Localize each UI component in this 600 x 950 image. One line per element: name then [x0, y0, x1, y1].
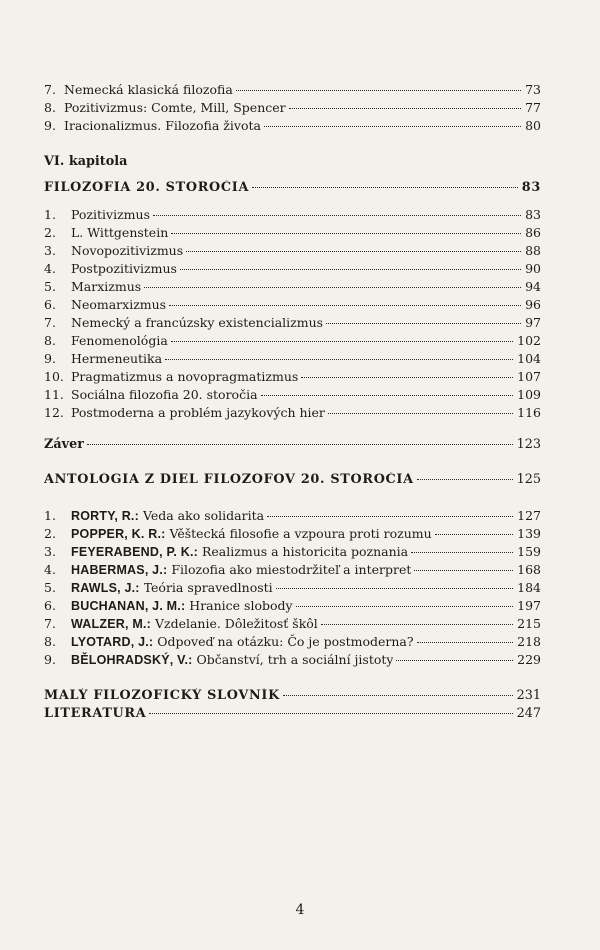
leader-dots: [264, 126, 521, 127]
entry-number: 7.: [44, 315, 56, 330]
toc-entry: [44, 562, 541, 578]
entry-title: Novopozitivizmus: [71, 243, 184, 258]
toc-entry: [44, 118, 541, 134]
toc-entry: [44, 315, 541, 331]
toc-entry: [44, 100, 541, 116]
entry-page: 168: [517, 562, 541, 577]
leader-dots: [252, 187, 518, 188]
entry-title: Hermeneutika: [71, 351, 163, 366]
leader-dots: [301, 377, 513, 378]
entry-number: 3.: [44, 544, 56, 559]
leader-dots: [328, 413, 513, 414]
entry-page: 102: [517, 333, 541, 348]
leader-dots: [296, 606, 514, 607]
leader-dots: [276, 588, 513, 589]
entry-author: RORTY, R.:: [71, 509, 139, 523]
leader-dots: [267, 516, 513, 517]
entry-title: Filozofia ako miestodržiteľ a interpret: [171, 562, 412, 577]
entry-title: Vzdelanie. Dôležitosť škôl: [154, 616, 318, 631]
entry-number: 2.: [44, 225, 56, 240]
entry-title: Realizmus a historicita poznania: [202, 544, 409, 559]
entry-author: POPPER, K. R.:: [71, 527, 166, 541]
entry-number: 8.: [44, 333, 56, 348]
entry-number: 10.: [44, 369, 64, 384]
entry-author: BĚLOHRADSKÝ, V.:: [71, 653, 193, 667]
entry-author: HABERMAS, J.:: [71, 563, 168, 577]
entry-title: L. Wittgenstein: [71, 225, 169, 240]
leader-dots: [144, 287, 521, 288]
leader-dots: [186, 251, 521, 252]
entry-number: 11.: [44, 387, 64, 402]
entry-page: 215: [517, 616, 541, 631]
entry-number: 2.: [44, 526, 56, 541]
entry-title: Postpozitivizmus: [71, 261, 177, 276]
entry-number: 9.: [44, 351, 56, 366]
entry-number: 4.: [44, 261, 56, 276]
section-page: 125: [516, 472, 541, 487]
entry-author: BUCHANAN, J. M.:: [71, 599, 186, 613]
entry-page: 73: [525, 82, 541, 97]
entry-title: Nemecký a francúzsky existencializmus: [71, 315, 324, 330]
leader-dots: [149, 713, 512, 714]
entry-page: 97: [525, 315, 541, 330]
leader-dots: [417, 479, 513, 480]
section-title: LITERATÚRA: [44, 706, 147, 721]
entry-number: 5.: [44, 580, 56, 595]
leader-dots: [169, 305, 521, 306]
toc-entry: [44, 405, 541, 421]
toc-entry: [44, 261, 541, 277]
section-heading: [44, 437, 541, 453]
leader-dots: [153, 215, 521, 216]
toc-entry: [44, 207, 541, 223]
entry-page: 86: [525, 225, 541, 240]
toc-entry: [44, 652, 541, 668]
entry-title: Veda ako solidarita: [142, 508, 265, 523]
toc-entry: [44, 225, 541, 241]
toc-entry: [44, 82, 541, 98]
entry-author: FEYERABEND, P. K.:: [71, 545, 199, 559]
entry-title: Odpoveď na otázku: Čo je postmoderna?: [157, 634, 414, 649]
section-heading: [44, 688, 541, 704]
entry-number: 12.: [44, 405, 64, 420]
entry-number: 6.: [44, 297, 56, 312]
leader-dots: [417, 642, 514, 643]
entry-number: 7.: [44, 616, 56, 631]
leader-dots: [171, 233, 521, 234]
entry-page: 184: [517, 580, 541, 595]
toc-entry: [44, 508, 541, 524]
entry-number: 8.: [44, 100, 56, 115]
entry-title: Sociálna filozofia 20. storočia: [71, 387, 258, 402]
leader-dots: [180, 269, 521, 270]
entry-page: 127: [517, 508, 541, 523]
entry-title: Pozitivizmus: [71, 207, 150, 222]
entry-number: 1.: [44, 508, 56, 523]
entry-page: 218: [517, 634, 541, 649]
leader-dots: [283, 695, 513, 696]
entry-title: Neomarxizmus: [71, 297, 167, 312]
entry-title: Postmoderna a problém jazykových hier: [71, 405, 325, 420]
entry-page: 139: [517, 526, 541, 541]
entry-page: 159: [517, 544, 541, 559]
entry-page: 90: [525, 261, 541, 276]
toc-entry: [44, 580, 541, 596]
entry-page: 77: [525, 100, 541, 115]
section-title: FILOZOFIA 20. STOROČIA: [44, 180, 250, 195]
entry-title: Teória spravedlnosti: [143, 580, 273, 595]
chapter-label: VI. kapitola: [44, 154, 128, 169]
leader-dots: [321, 624, 513, 625]
entry-number: 7.: [44, 82, 56, 97]
entry-page: 94: [525, 279, 541, 294]
entry-page: 104: [517, 351, 541, 366]
leader-dots: [414, 570, 513, 571]
section-page: 123: [516, 437, 541, 452]
toc-entry: [44, 333, 541, 349]
entry-page: 107: [517, 369, 541, 384]
toc-entry: [44, 526, 541, 542]
entry-page: 197: [517, 598, 541, 613]
leader-dots: [236, 90, 521, 91]
entry-title: Marxizmus: [71, 279, 142, 294]
toc-entry: [44, 369, 541, 385]
section-title: MALÝ FILOZOFICKÝ SLOVNÍK: [44, 688, 280, 703]
entry-title: Věštecká filosofie a vzpoura proti rozumu: [169, 526, 432, 541]
entry-author: RAWLS, J.:: [71, 581, 140, 595]
entry-title: Pragmatizmus a novopragmatizmus: [71, 369, 299, 384]
leader-dots: [261, 395, 514, 396]
entry-number: 4.: [44, 562, 56, 577]
toc-entry: [44, 387, 541, 403]
entry-page: 83: [525, 207, 541, 222]
entry-author: WALZER, M.:: [71, 617, 151, 631]
section-page: 83: [521, 180, 541, 195]
entry-title: Fenomenológia: [71, 333, 168, 348]
entry-title: Pozitivizmus: Comte, Mill, Spencer: [64, 100, 286, 115]
leader-dots: [171, 341, 513, 342]
entry-number: 6.: [44, 598, 56, 613]
toc-entry: [44, 616, 541, 632]
leader-dots: [411, 552, 513, 553]
section-heading: [44, 472, 541, 488]
toc-entry: [44, 243, 541, 259]
toc-entry: [44, 544, 541, 560]
entry-number: 1.: [44, 207, 56, 222]
entry-page: 116: [517, 405, 541, 420]
page-number: 4: [295, 902, 305, 918]
leader-dots: [165, 359, 513, 360]
toc-entry: [44, 598, 541, 614]
entry-page: 96: [525, 297, 541, 312]
entry-page: 229: [517, 652, 541, 667]
toc-entry: [44, 634, 541, 650]
toc-entry: [44, 279, 541, 295]
entry-author: LYOTARD, J.:: [71, 635, 154, 649]
entry-title: Nemecká klasická filozofia: [64, 82, 233, 97]
leader-dots: [326, 323, 521, 324]
entry-title: Hranice slobody: [189, 598, 293, 613]
entry-title: Občanství, trh a sociální jistoty: [196, 652, 394, 667]
section-heading: [44, 706, 541, 722]
toc-entry: [44, 297, 541, 313]
section-heading: [44, 180, 541, 196]
entry-number: 3.: [44, 243, 56, 258]
entry-page: 109: [517, 387, 541, 402]
section-page: 247: [516, 706, 541, 721]
entry-page: 88: [525, 243, 541, 258]
leader-dots: [396, 660, 513, 661]
entry-number: 5.: [44, 279, 56, 294]
entry-number: 9.: [44, 652, 56, 667]
section-page: 231: [516, 688, 541, 703]
entry-title: Iracionalizmus. Filozofia života: [64, 118, 261, 133]
toc-entry: [44, 351, 541, 367]
section-title: Záver: [44, 437, 84, 452]
entry-number: 9.: [44, 118, 56, 133]
section-title: ANTOLÓGIA Z DIEL FILOZOFOV 20. STOROČIA: [44, 472, 414, 487]
leader-dots: [435, 534, 513, 535]
entry-page: 80: [525, 118, 541, 133]
entry-number: 8.: [44, 634, 56, 649]
leader-dots: [87, 444, 513, 445]
leader-dots: [289, 108, 521, 109]
